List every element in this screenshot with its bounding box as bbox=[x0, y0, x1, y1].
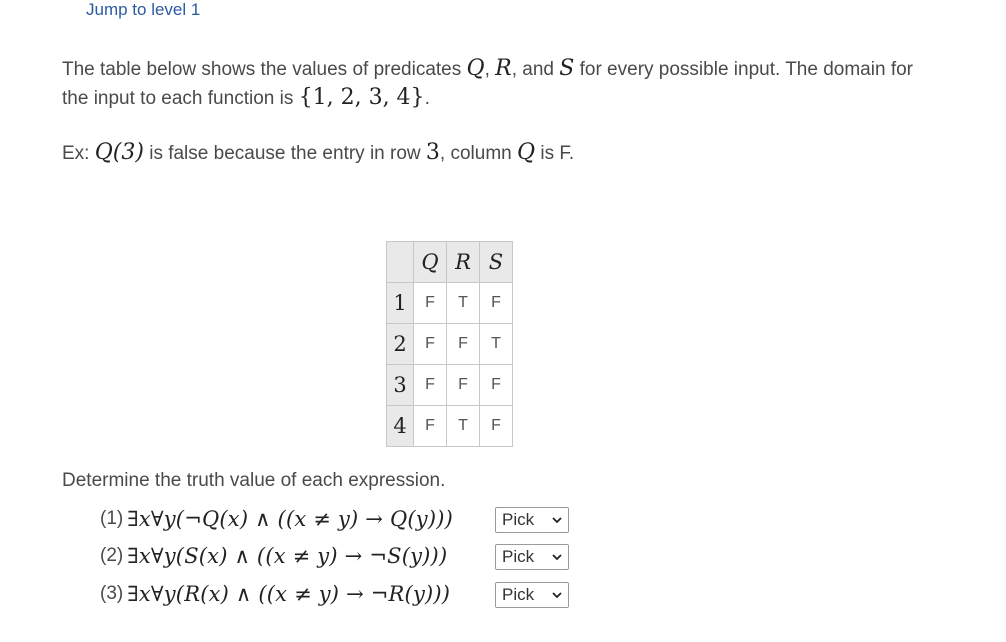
table-cell: F bbox=[414, 406, 447, 447]
column-header: R bbox=[447, 242, 480, 283]
example-expression: Q(3) bbox=[94, 140, 144, 165]
table-cell: F bbox=[414, 365, 447, 406]
table-header-row bbox=[387, 242, 513, 283]
expression-2 bbox=[100, 538, 447, 574]
domain-set: {1, 2, 3, 4} bbox=[298, 85, 425, 110]
truth-value-select-1[interactable] bbox=[495, 507, 569, 533]
row-header: 4 bbox=[387, 406, 414, 447]
expression-number: (1) bbox=[100, 508, 124, 529]
chevron-down-icon bbox=[552, 552, 562, 562]
predicate-q: Q bbox=[466, 56, 485, 81]
predicate-s: S bbox=[559, 56, 575, 81]
expression-number: (3) bbox=[100, 583, 124, 604]
predicate-r: R bbox=[495, 56, 512, 81]
table-cell: T bbox=[447, 406, 480, 447]
expression-formula: ∃x∀y(S(x) ∧ ((x ≠ y) → ¬S(y))) bbox=[127, 544, 448, 568]
column-header: S bbox=[480, 242, 513, 283]
row-header: 1 bbox=[387, 283, 414, 324]
table-cell: F bbox=[480, 283, 513, 324]
example-paragraph: Ex: Q(3) is false because the entry in row 3, column Q is F. bbox=[62, 140, 575, 165]
truth-table bbox=[386, 241, 513, 447]
chevron-down-icon bbox=[552, 590, 562, 600]
example-column: Q bbox=[517, 140, 536, 165]
truth-value-select-3[interactable] bbox=[495, 582, 569, 608]
select-value: Pick bbox=[502, 585, 535, 604]
select-value: Pick bbox=[502, 547, 535, 566]
table-corner-cell bbox=[387, 242, 414, 283]
row-header: 2 bbox=[387, 324, 414, 365]
example-row: 3 bbox=[425, 140, 440, 165]
question-prompt: Determine the truth value of each expression. bbox=[62, 470, 446, 491]
table-cell: T bbox=[447, 283, 480, 324]
row-header: 3 bbox=[387, 365, 414, 406]
jump-to-level-link[interactable]: Jump to level 1 bbox=[86, 0, 201, 19]
table-cell: T bbox=[480, 324, 513, 365]
truth-value-select-2[interactable] bbox=[495, 544, 569, 570]
chevron-down-icon bbox=[552, 515, 562, 525]
intro-paragraph: The table below shows the values of predicates Q, R, and S for every possible input. The domain for the input to each function is {1, 2, 3, 4}. bbox=[62, 56, 913, 110]
expression-formula: ∃x∀y(R(x) ∧ ((x ≠ y) → ¬R(y))) bbox=[127, 582, 451, 606]
table-row bbox=[387, 365, 513, 406]
column-header: Q bbox=[414, 242, 447, 283]
table-cell: F bbox=[414, 324, 447, 365]
table-row bbox=[387, 406, 513, 447]
expression-formula: ∃x∀y(¬Q(x) ∧ ((x ≠ y) → Q(y))) bbox=[127, 507, 453, 531]
table-cell: F bbox=[414, 283, 447, 324]
table-cell: F bbox=[447, 324, 480, 365]
table-cell: F bbox=[447, 365, 480, 406]
expression-number: (2) bbox=[100, 545, 124, 566]
expression-3 bbox=[100, 576, 450, 612]
table-row bbox=[387, 324, 513, 365]
expression-1 bbox=[100, 501, 453, 537]
table-cell: F bbox=[480, 365, 513, 406]
table-cell: F bbox=[480, 406, 513, 447]
table-row bbox=[387, 283, 513, 324]
select-value: Pick bbox=[502, 510, 535, 529]
